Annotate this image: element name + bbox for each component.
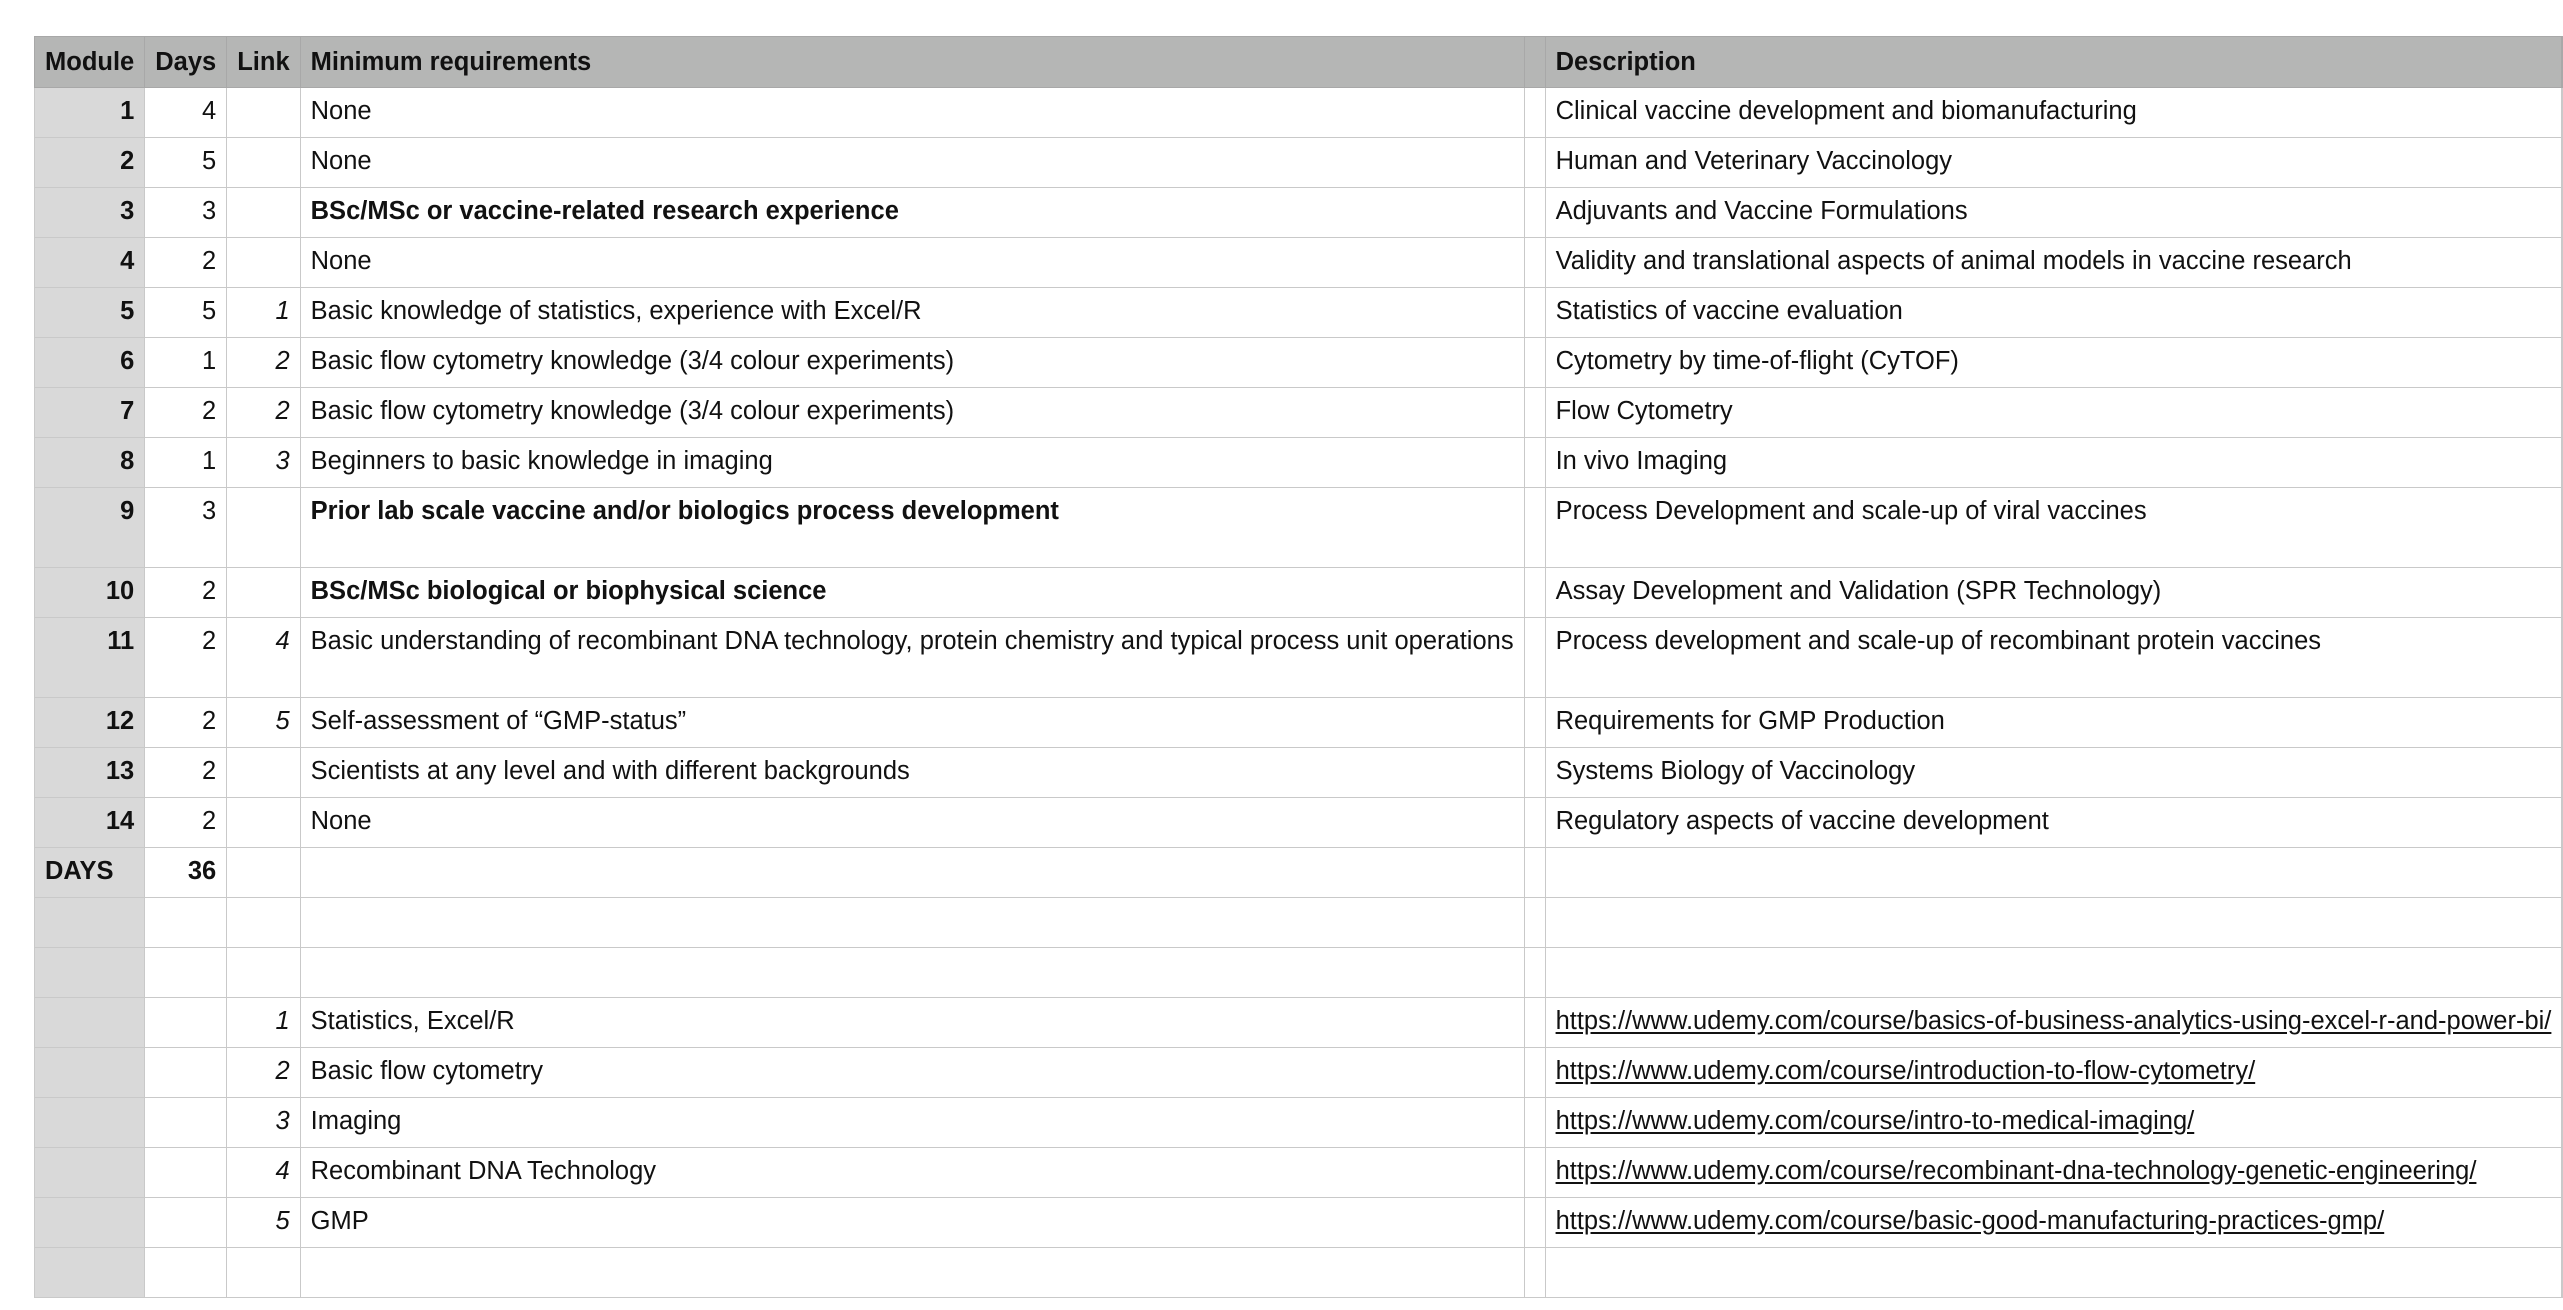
days-cell[interactable] bbox=[145, 998, 227, 1048]
course-link[interactable]: https://www.udemy.com/course/recombinant-dna-technology-genetic-engineering/ bbox=[1555, 1157, 2477, 1185]
description-cell[interactable]: Requirements for GMP Production bbox=[1545, 698, 2562, 748]
requirements-cell[interactable]: Basic knowledge of statistics, experience with Excel/R bbox=[300, 288, 1524, 338]
requirements-cell[interactable]: Prior lab scale vaccine and/or biologics process development bbox=[300, 488, 1524, 568]
description-cell[interactable]: Regulatory aspects of vaccine development bbox=[1545, 798, 2562, 848]
table-row bbox=[35, 618, 2563, 698]
module-number-cell[interactable]: 6 bbox=[35, 338, 145, 388]
spacer-cell[interactable] bbox=[1524, 138, 1545, 188]
days-cell[interactable]: 2 bbox=[145, 388, 227, 438]
spacer-cell[interactable] bbox=[1524, 238, 1545, 288]
spacer-cell[interactable] bbox=[1524, 998, 1545, 1048]
module-number-cell[interactable]: 7 bbox=[35, 388, 145, 438]
link-row bbox=[35, 998, 2563, 1048]
course-link[interactable]: https://www.udemy.com/course/intro-to-medical-imaging/ bbox=[1555, 1107, 2195, 1135]
empty-cell[interactable] bbox=[145, 948, 227, 998]
empty-cell[interactable] bbox=[300, 898, 1524, 948]
requirements-cell[interactable]: Beginners to basic knowledge in imaging bbox=[300, 438, 1524, 488]
link-url-cell[interactable] bbox=[1545, 1098, 2562, 1148]
link-ref-cell[interactable] bbox=[227, 488, 300, 568]
module-number-cell[interactable]: 12 bbox=[35, 698, 145, 748]
link-ref-cell[interactable] bbox=[227, 798, 300, 848]
empty-row bbox=[35, 948, 2563, 998]
link-ref-cell[interactable]: 3 bbox=[227, 438, 300, 488]
spacer-cell[interactable] bbox=[1524, 618, 1545, 698]
header-module[interactable]: Module bbox=[35, 37, 145, 88]
table-row bbox=[35, 798, 2563, 848]
table-row bbox=[35, 238, 2563, 288]
requirements-cell[interactable]: BSc/MSc or vaccine-related research experience bbox=[300, 188, 1524, 238]
empty-cell[interactable] bbox=[1545, 848, 2562, 898]
link-number-cell[interactable]: 2 bbox=[227, 1048, 300, 1098]
table-row bbox=[35, 338, 2563, 388]
days-cell[interactable]: 2 bbox=[145, 698, 227, 748]
link-url-cell[interactable] bbox=[1545, 1148, 2562, 1198]
days-cell[interactable]: 2 bbox=[145, 618, 227, 698]
header-requirements[interactable]: Minimum requirements bbox=[300, 37, 1524, 88]
empty-cell[interactable] bbox=[145, 1248, 227, 1298]
days-cell[interactable]: 3 bbox=[145, 488, 227, 568]
link-number-cell[interactable]: 4 bbox=[227, 1148, 300, 1198]
requirements-cell[interactable]: Scientists at any level and with different backgrounds bbox=[300, 748, 1524, 798]
days-cell[interactable]: 2 bbox=[145, 748, 227, 798]
link-row bbox=[35, 1098, 2563, 1148]
course-link[interactable]: https://www.udemy.com/course/basic-good-manufacturing-practices-gmp/ bbox=[1555, 1207, 2385, 1235]
link-topic-cell[interactable]: Basic flow cytometry bbox=[300, 1048, 1524, 1098]
empty-cell[interactable] bbox=[1524, 948, 1545, 998]
requirements-cell[interactable]: None bbox=[300, 88, 1524, 138]
module-number-cell[interactable]: 13 bbox=[35, 748, 145, 798]
module-number-cell[interactable]: 4 bbox=[35, 238, 145, 288]
link-ref-cell[interactable]: 2 bbox=[227, 388, 300, 438]
link-ref-cell[interactable]: 5 bbox=[227, 698, 300, 748]
empty-cell[interactable] bbox=[300, 848, 1524, 898]
link-number-cell[interactable]: 1 bbox=[227, 998, 300, 1048]
spacer-cell[interactable] bbox=[1524, 88, 1545, 138]
link-ref-cell[interactable] bbox=[227, 188, 300, 238]
link-topic-cell[interactable]: Recombinant DNA Technology bbox=[300, 1148, 1524, 1198]
module-number-cell[interactable]: 3 bbox=[35, 188, 145, 238]
module-number-cell[interactable] bbox=[35, 1198, 145, 1248]
spacer-cell[interactable] bbox=[1524, 1198, 1545, 1248]
description-cell[interactable]: In vivo Imaging bbox=[1545, 438, 2562, 488]
empty-cell[interactable] bbox=[300, 948, 1524, 998]
link-ref-cell[interactable] bbox=[227, 238, 300, 288]
module-number-cell[interactable]: 9 bbox=[35, 488, 145, 568]
description-cell[interactable]: Assay Development and Validation (SPR Technology) bbox=[1545, 568, 2562, 618]
spacer-cell[interactable] bbox=[1524, 1148, 1545, 1198]
description-cell[interactable]: Process Development and scale-up of viral vaccines bbox=[1545, 488, 2562, 568]
link-number-cell[interactable]: 5 bbox=[227, 1198, 300, 1248]
empty-cell[interactable] bbox=[1524, 898, 1545, 948]
link-url-cell[interactable] bbox=[1545, 998, 2562, 1048]
spacer-cell[interactable] bbox=[1524, 798, 1545, 848]
module-number-cell[interactable] bbox=[35, 1098, 145, 1148]
spacer-cell[interactable] bbox=[1524, 488, 1545, 568]
table-row bbox=[35, 388, 2563, 438]
module-number-cell[interactable]: 1 bbox=[35, 88, 145, 138]
link-ref-cell[interactable] bbox=[227, 748, 300, 798]
requirements-cell[interactable]: None bbox=[300, 238, 1524, 288]
empty-row bbox=[35, 1248, 2563, 1298]
link-ref-cell[interactable] bbox=[227, 138, 300, 188]
header-description[interactable]: Description bbox=[1545, 37, 2562, 88]
link-topic-cell[interactable]: GMP bbox=[300, 1198, 1524, 1248]
description-cell[interactable]: Systems Biology of Vaccinology bbox=[1545, 748, 2562, 798]
header-days[interactable]: Days bbox=[145, 37, 227, 88]
module-number-cell[interactable] bbox=[35, 948, 145, 998]
days-cell[interactable]: 4 bbox=[145, 88, 227, 138]
spacer-cell[interactable] bbox=[1524, 288, 1545, 338]
header-row bbox=[35, 37, 2563, 88]
spacer-cell[interactable] bbox=[1524, 1048, 1545, 1098]
empty-cell[interactable] bbox=[1545, 898, 2562, 948]
link-ref-cell[interactable]: 2 bbox=[227, 338, 300, 388]
requirements-cell[interactable]: BSc/MSc biological or biophysical science bbox=[300, 568, 1524, 618]
table-row bbox=[35, 568, 2563, 618]
module-number-cell[interactable]: 5 bbox=[35, 288, 145, 338]
link-topic-cell[interactable]: Statistics, Excel/R bbox=[300, 998, 1524, 1048]
total-label-cell[interactable]: DAYS bbox=[35, 848, 145, 898]
spacer-cell[interactable] bbox=[1524, 748, 1545, 798]
description-cell[interactable]: Validity and translational aspects of animal models in vaccine research bbox=[1545, 238, 2562, 288]
link-url-cell[interactable] bbox=[1545, 1198, 2562, 1248]
days-cell[interactable]: 2 bbox=[145, 568, 227, 618]
days-cell[interactable]: 3 bbox=[145, 188, 227, 238]
description-cell[interactable]: Clinical vaccine development and biomanufacturing bbox=[1545, 88, 2562, 138]
description-cell[interactable]: Statistics of vaccine evaluation bbox=[1545, 288, 2562, 338]
header-link[interactable]: Link bbox=[227, 37, 300, 88]
module-number-cell[interactable]: 8 bbox=[35, 438, 145, 488]
requirements-cell[interactable]: Self-assessment of “GMP-status” bbox=[300, 698, 1524, 748]
spacer-cell[interactable] bbox=[1524, 568, 1545, 618]
empty-cell[interactable] bbox=[1524, 1248, 1545, 1298]
module-number-cell[interactable]: 2 bbox=[35, 138, 145, 188]
spacer-cell[interactable] bbox=[1524, 438, 1545, 488]
days-cell[interactable]: 5 bbox=[145, 288, 227, 338]
link-url-cell[interactable] bbox=[1545, 1048, 2562, 1098]
empty-cell[interactable] bbox=[1545, 1248, 2562, 1298]
module-number-cell[interactable] bbox=[35, 1148, 145, 1198]
empty-cell[interactable] bbox=[145, 898, 227, 948]
table-row bbox=[35, 438, 2563, 488]
empty-cell[interactable] bbox=[227, 948, 300, 998]
module-number-cell[interactable] bbox=[35, 998, 145, 1048]
link-ref-cell[interactable] bbox=[227, 88, 300, 138]
days-cell[interactable] bbox=[145, 1198, 227, 1248]
table-row bbox=[35, 88, 2563, 138]
module-number-cell[interactable] bbox=[35, 898, 145, 948]
empty-cell[interactable] bbox=[300, 1248, 1524, 1298]
description-cell[interactable]: Human and Veterinary Vaccinology bbox=[1545, 138, 2562, 188]
empty-row bbox=[35, 898, 2563, 948]
total-days-cell[interactable]: 36 bbox=[145, 848, 227, 898]
description-cell[interactable]: Cytometry by time-of-flight (CyTOF) bbox=[1545, 338, 2562, 388]
requirements-cell[interactable]: Basic flow cytometry knowledge (3/4 colour experiments) bbox=[300, 338, 1524, 388]
link-row bbox=[35, 1048, 2563, 1098]
requirements-cell[interactable]: Basic understanding of recombinant DNA technology, protein chemistry and typical process unit operations bbox=[300, 618, 1524, 698]
empty-cell[interactable] bbox=[1524, 848, 1545, 898]
link-row bbox=[35, 1148, 2563, 1198]
description-cell[interactable]: Process development and scale-up of recombinant protein vaccines bbox=[1545, 618, 2562, 698]
empty-cell[interactable] bbox=[227, 898, 300, 948]
module-number-cell[interactable]: 14 bbox=[35, 798, 145, 848]
days-cell[interactable]: 1 bbox=[145, 438, 227, 488]
table-body bbox=[35, 88, 2563, 1298]
empty-cell[interactable] bbox=[1545, 948, 2562, 998]
table-row bbox=[35, 488, 2563, 568]
spacer-cell[interactable] bbox=[1524, 698, 1545, 748]
days-cell[interactable] bbox=[145, 1048, 227, 1098]
days-cell[interactable]: 5 bbox=[145, 138, 227, 188]
days-cell[interactable]: 2 bbox=[145, 798, 227, 848]
spacer-cell[interactable] bbox=[1524, 338, 1545, 388]
total-row bbox=[35, 848, 2563, 898]
link-ref-cell[interactable] bbox=[227, 568, 300, 618]
requirements-cell[interactable]: Basic flow cytometry knowledge (3/4 colour experiments) bbox=[300, 388, 1524, 438]
course-link[interactable]: https://www.udemy.com/course/basics-of-business-analytics-using-excel-r-and-power-bi/ bbox=[1555, 1007, 2552, 1035]
days-cell[interactable] bbox=[145, 1098, 227, 1148]
module-number-cell[interactable] bbox=[35, 1048, 145, 1098]
spacer-cell[interactable] bbox=[1524, 1098, 1545, 1148]
spreadsheet-table bbox=[34, 36, 2563, 1298]
table-row bbox=[35, 698, 2563, 748]
table-row bbox=[35, 138, 2563, 188]
table-row bbox=[35, 188, 2563, 238]
spacer-cell[interactable] bbox=[1524, 388, 1545, 438]
days-cell[interactable]: 1 bbox=[145, 338, 227, 388]
table-row bbox=[35, 288, 2563, 338]
table-row bbox=[35, 748, 2563, 798]
module-number-cell[interactable]: 11 bbox=[35, 618, 145, 698]
link-topic-cell[interactable]: Imaging bbox=[300, 1098, 1524, 1148]
link-number-cell[interactable]: 3 bbox=[227, 1098, 300, 1148]
description-cell[interactable]: Flow Cytometry bbox=[1545, 388, 2562, 438]
empty-cell[interactable] bbox=[227, 1248, 300, 1298]
module-number-cell[interactable] bbox=[35, 1248, 145, 1298]
course-link[interactable]: https://www.udemy.com/course/introduction-to-flow-cytometry/ bbox=[1555, 1057, 2256, 1085]
module-number-cell[interactable]: 10 bbox=[35, 568, 145, 618]
header-spacer[interactable] bbox=[1524, 37, 1545, 88]
days-cell[interactable] bbox=[145, 1148, 227, 1198]
link-ref-cell[interactable]: 4 bbox=[227, 618, 300, 698]
requirements-cell[interactable]: None bbox=[300, 798, 1524, 848]
requirements-cell[interactable]: None bbox=[300, 138, 1524, 188]
empty-cell[interactable] bbox=[227, 848, 300, 898]
spacer-cell[interactable] bbox=[1524, 188, 1545, 238]
description-cell[interactable]: Adjuvants and Vaccine Formulations bbox=[1545, 188, 2562, 238]
link-ref-cell[interactable]: 1 bbox=[227, 288, 300, 338]
days-cell[interactable]: 2 bbox=[145, 238, 227, 288]
link-row bbox=[35, 1198, 2563, 1248]
